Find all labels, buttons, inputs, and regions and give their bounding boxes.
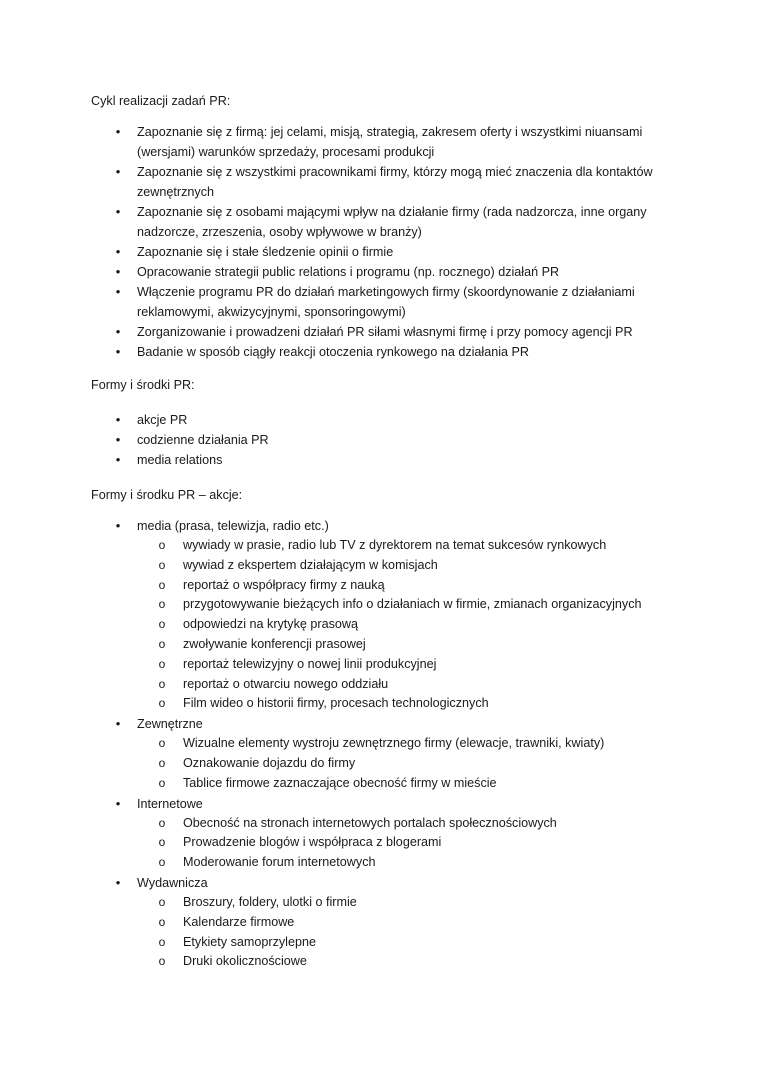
list-item <box>0 242 760 262</box>
bullet-marker: • <box>115 344 121 359</box>
sub-list-item-text: Wizualne elementy wystroju zewnętrznego firmy (elewacje, trawniki, kwiaty) <box>183 736 605 751</box>
sub-list-item-text: reportaż o współpracy firmy z nauką <box>183 577 385 592</box>
sub-list-item-text: Etykiety samoprzylepne <box>183 934 316 949</box>
sub-list-item-text: odpowiedzi na krytykę prasową <box>183 617 359 632</box>
sub-list-internet <box>137 814 680 873</box>
list-item-text: Zapoznanie się z firmą: jej celami, misją, strategią, zakresem oferty i wszystkimi niuansami (wersjami) warunków sprzedaży, procesami produkcji <box>137 125 643 159</box>
list-item-text: Zorganizowanie i prowadzeni działań PR siłami własnymi firmę i przy pomocy agencji PR <box>137 325 633 339</box>
sub-list-item <box>137 615 680 635</box>
sub-bullet-marker: o <box>158 538 166 552</box>
sub-list-item-text: Oznakowanie dojazdu do firmy <box>183 755 356 770</box>
sub-list-item-text: Broszury, foldery, ulotki o firmie <box>183 894 357 909</box>
sub-list-item <box>137 913 680 933</box>
sub-list-item-text: wywiady w prasie, radio lub TV z dyrektorem na temat sukcesów rynkowych <box>183 538 607 552</box>
sub-bullet-marker: o <box>158 557 166 572</box>
sub-bullet-marker: o <box>158 696 166 711</box>
section-heading-actions: Formy i środku PR – akcje: <box>91 488 243 502</box>
sub-list-item-text: reportaż telewizyjny o nowej linii produkcyjnej <box>183 656 437 671</box>
sub-list-item-text: Obecność na stronach internetowych portalach społecznościowych <box>183 815 557 830</box>
sub-bullet-marker: o <box>158 914 166 929</box>
sub-list-item <box>137 655 680 675</box>
bullet-marker: • <box>115 795 121 811</box>
sub-list-item <box>137 814 680 834</box>
list-item-text: media relations <box>137 453 223 467</box>
list-item <box>0 122 760 162</box>
sub-bullet-marker: o <box>158 954 166 969</box>
sub-list-item <box>137 833 680 853</box>
list-item-text: Wydawnicza <box>137 875 208 890</box>
sub-bullet-marker: o <box>158 577 166 592</box>
sub-bullet-marker: o <box>158 597 166 612</box>
sub-bullet-marker: o <box>158 617 166 632</box>
cycle-list <box>0 122 760 362</box>
list-item-text: codzienne działania PR <box>137 433 269 447</box>
sub-list-item-text: Tablice firmowe zaznaczające obecność firmy w mieście <box>183 775 497 790</box>
bullet-marker: • <box>115 164 121 179</box>
list-item <box>0 322 760 342</box>
sub-bullet-marker: o <box>158 636 166 651</box>
bullet-marker: • <box>115 324 121 339</box>
bullet-marker: • <box>115 204 121 219</box>
bullet-marker: • <box>115 412 121 427</box>
list-item-text: Zapoznanie się z osobami mającymi wpływ na działanie firmy (rada nadzorcza, inne organy nadzorcze, zrzeszenia, osoby wpływowe w branży) <box>137 205 647 239</box>
section-heading-cycle: Cykl realizacji zadań PR: <box>91 94 231 108</box>
list-item-text: Zapoznanie się z wszystkimi pracownikami firmy, którzy mogą mieć znaczenia dla kontaktów zewnętrznych <box>137 165 653 199</box>
bullet-marker: • <box>115 264 121 279</box>
sub-list-item-text: Prowadzenie blogów i współpraca z blogerami <box>183 835 442 850</box>
sub-bullet-marker: o <box>158 815 166 830</box>
sub-bullet-marker: o <box>158 755 166 770</box>
sub-list-item <box>137 635 680 655</box>
list-item <box>0 262 760 282</box>
bullet-marker: • <box>115 874 121 890</box>
list-item <box>0 162 760 202</box>
sub-bullet-marker: o <box>158 835 166 850</box>
list-item-text: Badanie w sposób ciągły reakcji otoczenia rynkowego na działania PR <box>137 345 530 359</box>
sub-list-publishing <box>137 893 680 972</box>
bullet-marker: • <box>115 716 121 732</box>
sub-list-item-text: wywiad z ekspertem działającym w komisjach <box>183 557 438 572</box>
sub-bullet-marker: o <box>158 934 166 949</box>
sub-list-media <box>137 536 680 714</box>
list-item <box>0 342 760 362</box>
sub-list-item <box>137 754 680 774</box>
list-item-text: media (prasa, telewizja, radio etc.) <box>137 519 329 533</box>
sub-list-item-text: Film wideo o historii firmy, procesach technologicznych <box>183 696 489 711</box>
sub-list-item <box>137 536 680 556</box>
actions-list <box>0 516 760 972</box>
list-item-text: Internetowe <box>137 796 203 811</box>
sub-bullet-marker: o <box>158 894 166 909</box>
list-item-text: Zapoznanie się i stałe śledzenie opinii o firmie <box>137 245 394 259</box>
sub-list-item-text: zwoływanie konferencji prasowej <box>183 636 366 651</box>
list-item <box>0 410 760 430</box>
sub-list-item <box>137 734 680 754</box>
bullet-marker: • <box>115 124 121 139</box>
sub-list-item-text: Moderowanie forum internetowych <box>183 855 376 870</box>
sub-list-item-text: Druki okolicznościowe <box>183 954 307 969</box>
sub-bullet-marker: o <box>158 775 166 790</box>
sub-bullet-marker: o <box>158 855 166 870</box>
list-item <box>0 430 760 450</box>
sub-list-item <box>137 595 680 615</box>
list-item <box>0 282 760 322</box>
sub-list-item <box>137 774 680 794</box>
sub-list-item <box>137 694 680 714</box>
sub-bullet-marker: o <box>158 736 166 751</box>
bullet-marker: • <box>115 452 121 467</box>
sub-list-external <box>137 734 680 793</box>
section-heading-forms: Formy i środki PR: <box>91 378 195 392</box>
sub-list-item <box>137 952 680 972</box>
sub-list-item-text: Kalendarze firmowe <box>183 914 295 929</box>
list-item-text: Włączenie programu PR do działań marketingowych firmy (skoordynowanie z działaniami reklamowymi, akwizycyjnymi, sponsoringowymi) <box>137 285 635 319</box>
list-item-internet <box>0 794 760 873</box>
list-item <box>0 202 760 242</box>
sub-bullet-marker: o <box>158 656 166 671</box>
sub-list-item <box>137 576 680 596</box>
list-item-media <box>0 516 760 714</box>
bullet-marker: • <box>115 518 121 533</box>
list-item-text: akcje PR <box>137 413 188 427</box>
sub-list-item-text: reportaż o otwarciu nowego oddziału <box>183 676 389 691</box>
list-item-text: Opracowanie strategii public relations i programu (np. rocznego) działań PR <box>137 265 560 279</box>
sub-bullet-marker: o <box>158 676 166 691</box>
sub-list-item <box>137 853 680 873</box>
sub-list-item <box>137 893 680 913</box>
bullet-marker: • <box>115 284 121 299</box>
sub-list-item <box>137 675 680 695</box>
bullet-marker: • <box>115 244 121 259</box>
list-item-publishing <box>0 873 760 972</box>
sub-list-item <box>137 556 680 576</box>
bullet-marker: • <box>115 432 121 447</box>
list-item-external <box>0 714 760 793</box>
forms-list <box>0 410 760 470</box>
list-item-text: Zewnętrzne <box>137 717 203 732</box>
sub-list-item <box>137 933 680 953</box>
list-item <box>0 450 760 470</box>
sub-list-item-text: przygotowywanie bieżących info o działaniach w firmie, zmianach organizacyjnych <box>183 597 642 612</box>
